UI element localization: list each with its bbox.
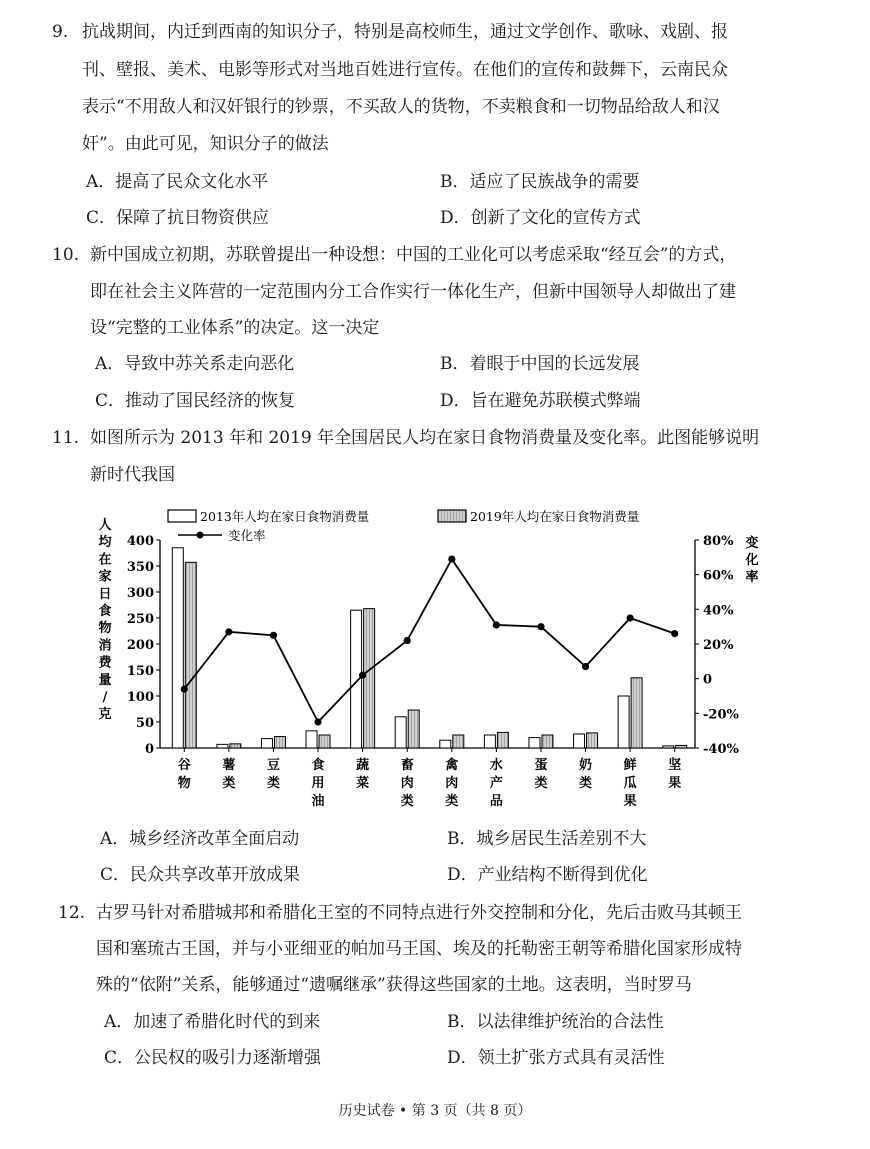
x-tick-label-char: 类 (222, 776, 236, 791)
question-12-option-d[interactable]: D．领土扩张方式具有灵活性 (447, 1048, 665, 1068)
y-axis-label-char: 物 (98, 621, 112, 637)
chart-bars (172, 548, 686, 748)
question-12-option-a[interactable]: A．加速了希腊化时代的到来 (104, 1012, 321, 1032)
x-tick-label-char: 谷 (177, 758, 191, 773)
x-tick-label-char: 类 (400, 794, 414, 809)
question-10-option-d[interactable]: D．旨在避免苏联模式弊端 (440, 391, 641, 411)
legend-2013-label: 2013年人均在家日食物消费量 (200, 509, 370, 524)
question-11-line-1: 11. 如图所示为 2013 年和 2019 年全国居民人均在家日食物消费量及变化率。此图能够说明 (52, 428, 760, 448)
x-tick-label-char: 瓜 (623, 776, 637, 791)
y-tick-label: 100 (126, 690, 154, 705)
question-11-option-d[interactable]: D．产业结构不断得到优化 (447, 865, 648, 885)
x-tick-label-char: 品 (489, 794, 503, 809)
chart-rate-line (181, 555, 679, 725)
y2-axis-label-char: 化 (745, 553, 759, 568)
y-axis-label-char: 日 (98, 586, 112, 602)
rate-point (627, 614, 634, 621)
question-9-number: 9. (52, 22, 69, 42)
question-9-line-3: 表示“不用敌人和汉奸银行的钞票，不买敌人的货物，不卖粮食和一切物品给敌人和汉 (82, 97, 720, 117)
y-tick-label: 350 (126, 560, 154, 575)
rate-point (314, 718, 321, 725)
food-consumption-chart (0, 500, 870, 830)
legend-rate-marker (197, 532, 204, 539)
question-11-line-2: 新时代我国 (90, 465, 175, 485)
x-tick-label-char: 果 (668, 776, 682, 791)
bar-2019 (497, 732, 508, 748)
x-tick-label-char: 油 (311, 794, 325, 809)
x-tick-label-char: 鲜 (623, 758, 637, 773)
y2-tick-label: 20% (703, 638, 734, 653)
chart-axes (127, 534, 740, 809)
x-tick-label-char: 食 (311, 758, 325, 773)
bar-2013 (306, 731, 317, 748)
chart-legend (168, 509, 639, 543)
rate-point (225, 628, 232, 635)
rate-point (181, 685, 188, 692)
x-tick-label-char: 类 (534, 776, 548, 791)
y-axis-label-char: 消 (98, 638, 112, 654)
y-tick-label: 400 (126, 534, 154, 549)
x-tick-label-char: 类 (579, 776, 593, 791)
rate-point (404, 637, 411, 644)
x-tick-label-char: 蛋 (534, 758, 548, 773)
y-tick-label: 150 (126, 664, 154, 679)
x-tick-label-char: 豆 (266, 758, 280, 773)
bar-2013 (261, 739, 272, 748)
question-10-line-1: 10. 新中国成立初期，苏联曾提出一种设想：中国的工业化可以考虑采取“经互会”的方式， (52, 245, 737, 265)
x-tick-label-char: 用 (311, 776, 325, 791)
bar-2019 (676, 745, 687, 748)
question-12-line-1: 12. 古罗马针对希腊城邦和希腊化王室的不同特点进行外交控制和分化，先后击败马其顿王 (58, 903, 742, 923)
bar-2013 (395, 717, 406, 748)
rate-point (582, 663, 589, 670)
y-axis-label-char: 人 (98, 518, 112, 533)
question-9-line-2: 刊、壁报、美术、电影等形式对当地百姓进行宣传。在他们的宣传和鼓舞下，云南民众 (82, 60, 728, 80)
bar-2013 (574, 734, 585, 748)
y2-axis-label-char: 变 (745, 536, 759, 551)
bar-2019 (542, 735, 553, 748)
question-9-option-d[interactable]: D．创新了文化的宣传方式 (440, 208, 641, 228)
rate-point (537, 623, 544, 630)
y2-tick-label: 80% (703, 534, 734, 549)
y-tick-label: 300 (126, 586, 154, 601)
question-11-option-c[interactable]: C．民众共享改革开放成果 (100, 865, 301, 885)
x-tick-label-char: 畜 (400, 758, 414, 773)
bar-2013 (484, 735, 495, 748)
bar-2013 (618, 696, 629, 748)
bar-2013 (663, 746, 674, 748)
x-tick-label-char: 类 (445, 794, 459, 809)
y2-tick-label: -40% (703, 742, 739, 757)
question-9-option-c[interactable]: C．保障了抗日物资供应 (86, 208, 270, 228)
question-9-line-1: 9. 抗战期间，内迁到西南的知识分子，特别是高校师生，通过文学创作、歌咏、戏剧、报 (52, 22, 728, 42)
rate-point (359, 672, 366, 679)
y-axis-label-char: / (102, 690, 108, 705)
y-axis-label-char: 食 (98, 604, 112, 619)
y-axis-label-char: 量 (98, 672, 112, 688)
x-tick-label-char: 产 (489, 776, 503, 791)
question-10-line-3: 设“完整的工业体系”的决定。这一决定 (90, 318, 380, 338)
bar-2019 (453, 735, 464, 748)
y2-tick-label: 60% (703, 568, 734, 584)
question-12-line-2: 国和塞琉古王国，并与小亚细亚的帕加马王国、埃及的托勒密王朝等希腊化国家形成特 (96, 939, 742, 959)
y-axis-label-char: 在 (98, 552, 112, 568)
chart-y-axis-label (98, 518, 112, 722)
bar-2019 (185, 562, 196, 748)
bar-2013 (440, 740, 451, 748)
bar-2019 (319, 735, 330, 748)
bar-2013 (217, 744, 228, 748)
x-tick-label-char: 禽 (445, 758, 459, 773)
chart-y2-axis-label (744, 535, 758, 585)
question-9-option-a[interactable]: A．提高了民众文化水平 (86, 172, 269, 192)
question-10-number: 10. (52, 245, 80, 265)
question-10-line-2: 即在社会主义阵营的一定范围内分工合作实行一体化生产，但新中国领导人却做出了建 (90, 282, 736, 302)
y2-tick-label: 40% (703, 603, 734, 619)
x-tick-label-char: 物 (177, 776, 191, 791)
y-axis-label-char: 家 (98, 569, 112, 585)
bar-2019 (631, 678, 642, 748)
bar-2019 (408, 710, 419, 748)
rate-polyline (184, 559, 674, 722)
y-axis-label-char: 均 (98, 535, 112, 551)
x-tick-label-char: 肉 (400, 776, 414, 791)
y-tick-label: 200 (126, 638, 154, 653)
bar-2019 (230, 744, 241, 748)
x-tick-label-char: 坚 (668, 758, 682, 773)
x-tick-label-char: 奶 (579, 758, 593, 773)
x-tick-label-char: 类 (266, 776, 280, 791)
x-tick-label-char: 水 (489, 758, 503, 773)
y-tick-label: 0 (144, 742, 154, 757)
question-10-option-a[interactable]: A．导致中苏关系走向恶化 (95, 354, 295, 374)
page-footer: 历史试卷 • 第 3 页（共 8 页） (338, 1103, 532, 1119)
question-12-line-3: 殊的“依附”关系，能够通过“遗嘱继承”获得这些国家的土地。这表明，当时罗马 (96, 975, 692, 995)
question-11-option-a[interactable]: A．城乡经济改革全面启动 (100, 829, 300, 849)
x-tick-label-char: 蔬 (356, 758, 370, 773)
bar-2013 (172, 548, 183, 748)
question-11-option-b[interactable]: B．城乡居民生活差别不大 (447, 829, 647, 849)
legend-2019-swatch (438, 510, 466, 522)
x-tick-label-char: 薯 (222, 758, 236, 773)
y-tick-label: 50 (135, 716, 154, 731)
y-axis-label-char: 克 (98, 707, 112, 723)
x-tick-label-char: 果 (623, 794, 637, 809)
x-tick-label-char: 肉 (445, 776, 459, 791)
y2-tick-label: -20% (703, 707, 739, 723)
rate-point (448, 555, 455, 562)
bar-2019 (587, 733, 598, 748)
rate-point (493, 621, 500, 628)
x-tick-label-char: 菜 (356, 776, 370, 791)
question-12-option-b[interactable]: B．以法律维护统治的合法性 (447, 1012, 664, 1032)
y2-axis-label-char: 率 (745, 570, 759, 585)
y-tick-label: 250 (126, 612, 154, 627)
question-11-number: 11. (52, 428, 80, 448)
question-9-option-b[interactable]: B．适应了民族战争的需要 (440, 172, 640, 192)
question-12-number: 12. (58, 903, 86, 923)
question-9-line-4: 奸”。由此可见，知识分子的做法 (82, 134, 329, 154)
question-10-option-c[interactable]: C．推动了国民经济的恢复 (95, 391, 296, 411)
bar-2013 (529, 738, 540, 748)
rate-point (270, 632, 277, 639)
legend-rate-label: 变化率 (228, 528, 266, 543)
bar-2019 (364, 609, 375, 748)
question-12-option-c[interactable]: C．公民权的吸引力逐渐增强 (104, 1048, 322, 1068)
question-10-option-b[interactable]: B．着眼于中国的长远发展 (440, 354, 640, 374)
y2-tick-label: 0 (703, 672, 713, 688)
y-axis-label-char: 费 (98, 655, 112, 671)
legend-2019-label: 2019年人均在家日食物消费量 (470, 509, 640, 524)
bar-2019 (274, 737, 285, 748)
legend-2013-swatch (168, 510, 196, 522)
rate-point (671, 630, 678, 637)
